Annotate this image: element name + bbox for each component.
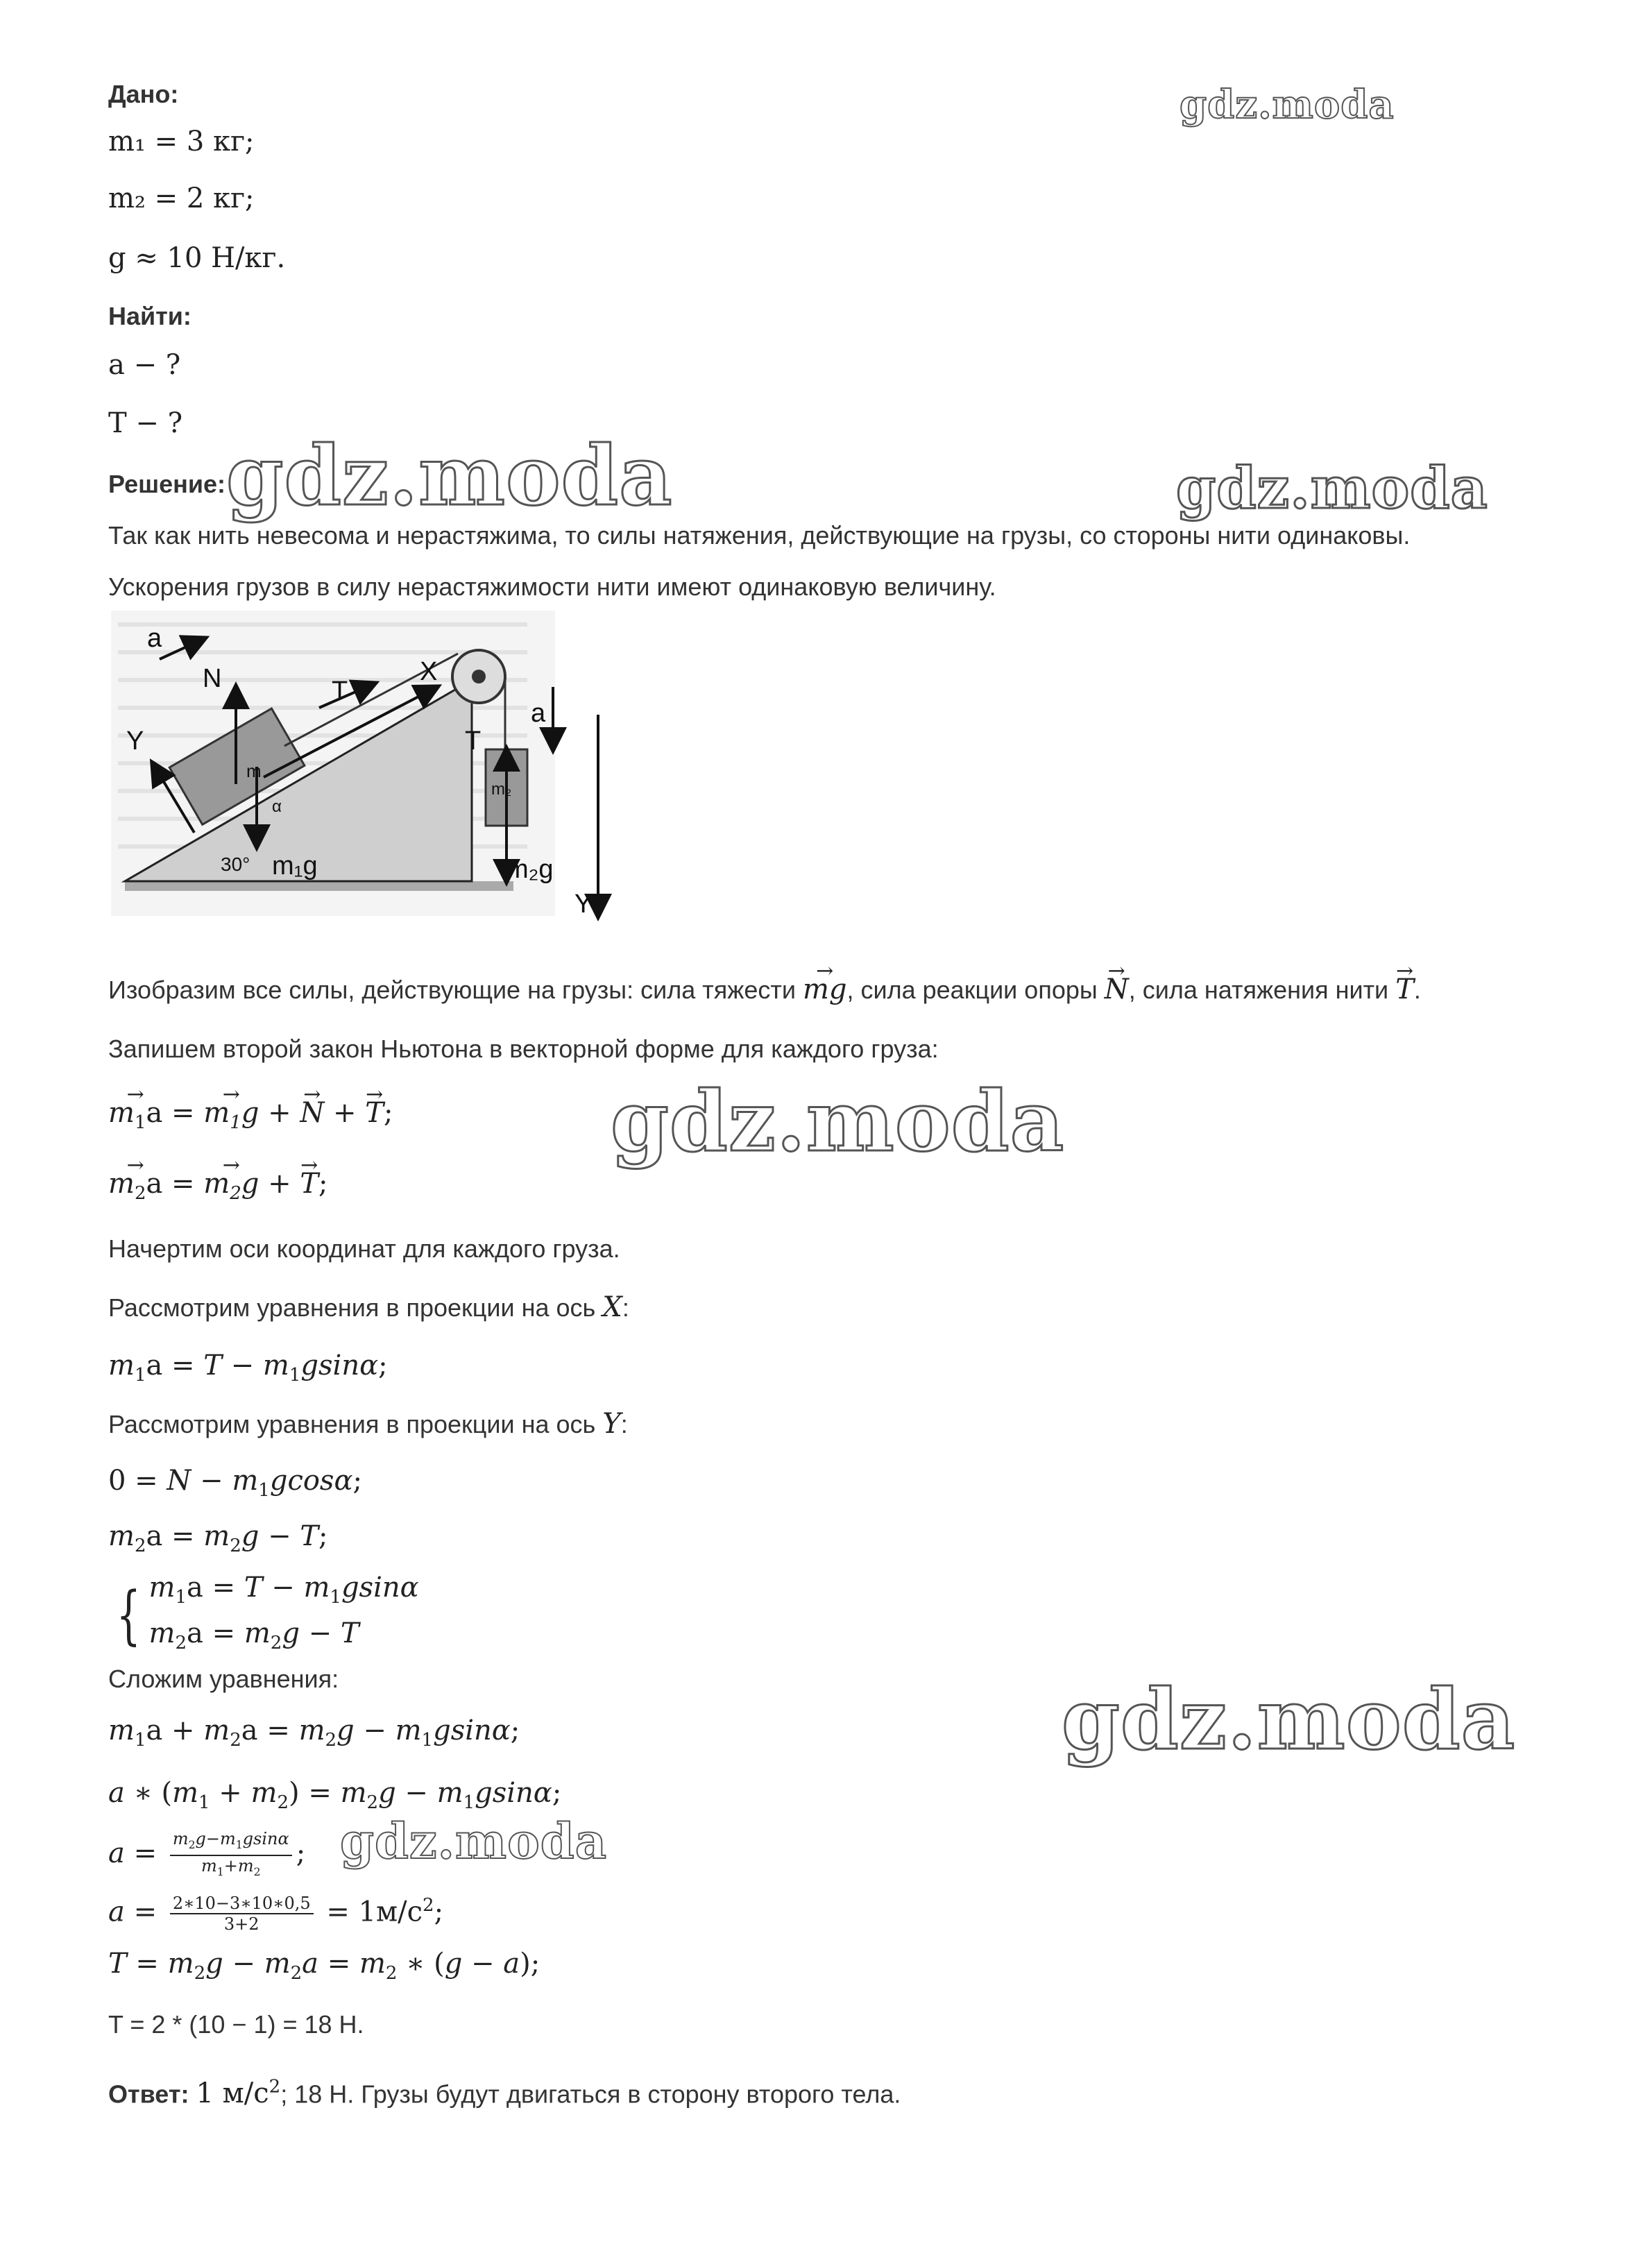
label-Y1: Y	[126, 726, 144, 756]
given-g: g ≈ 10 Н/кг.	[108, 242, 286, 274]
watermark: gdz.moda	[340, 1812, 608, 1870]
answer: Ответ: 1 $м/с^2$; 18 Н. Грузы будут двигаться в сторону второго тела.	[108, 2077, 901, 2110]
eq-system: { $m_1a = T - m_1gsin\alpha$ $m_2a = m_2g - T$	[116, 1572, 419, 1653]
label-alpha: α	[272, 797, 282, 816]
eq-sum: $m_1a + m_2a = m_2g - m_1gsin\alpha$;	[108, 1715, 520, 1751]
watermark: gdz.moda	[1180, 82, 1395, 128]
proj-x-text: Рассмотрим уравнения в проекции на ось X:	[108, 1291, 629, 1323]
label-T1: T	[332, 677, 348, 706]
label-a1: a	[147, 624, 162, 653]
label-X: X	[420, 657, 438, 686]
newton-intro: Запишем второй закон Ньютона в векторной форме для каждого груза:	[108, 1035, 939, 1063]
proj-y-text: Рассмотрим уравнения в проекции на ось Y:	[108, 1408, 628, 1440]
find-T: T − ?	[108, 407, 183, 439]
label-m2g: m₂g	[506, 855, 554, 884]
given-m1: m₁ = 3 кг;	[108, 126, 255, 158]
label-m1: m	[246, 760, 262, 781]
label-m2: m₂	[491, 780, 512, 799]
eq-t-formula: $T = m_2g - m_2a = m_2$ ∗ (g − a);	[108, 1948, 540, 1984]
watermark: gdz.moda	[1176, 455, 1488, 522]
add-text: Сложим уравнения:	[108, 1665, 339, 1693]
eq-proj-y-2: $m_2a = m_2g - T$;	[108, 1520, 328, 1556]
watermark: gdz.moda	[611, 1073, 1065, 1171]
label-T2: T	[465, 726, 482, 756]
label-Y2: Y	[574, 890, 593, 919]
eq-t-final: T = 2 * (10 − 1) = 18 Н.	[108, 2010, 364, 2039]
given-m2: m₂ = 2 кг;	[108, 182, 255, 214]
eq-a-formula: a = $\frac{m_2g-m_1gsin\alpha}{m_1+m_2}$ ;	[108, 1829, 306, 1878]
label-a2: a	[531, 699, 546, 728]
label-N: N	[203, 664, 222, 693]
watermark: gdz.moda	[1062, 1671, 1516, 1769]
solution-heading: Решение:	[108, 470, 226, 498]
eq-newton-2: → $m_2a$ = → $m_2g$ + → T;	[108, 1167, 328, 1210]
eq-newton-1: → $m_1a$ = → $m_1g$ + → N + → T;	[108, 1096, 393, 1139]
axes-text: Начертим оси координат для каждого груза.	[108, 1234, 620, 1263]
label-m1g: m₁g	[272, 851, 318, 881]
solution-paragraph-1: Так как нить невесома и нерастяжима, то силы натяжения, действующие на грузы, со стороны нити одинаковы.	[108, 521, 1411, 550]
watermark: gdz.moda	[226, 427, 673, 524]
eq-proj-y-1: $0 = N - m_1gcos\alpha$;	[108, 1465, 362, 1501]
given-heading: Дано:	[108, 80, 179, 108]
eq-proj-x: $m_1a = T - m_1gsin\alpha$;	[108, 1350, 388, 1386]
eq-a-value: a = $\frac{2∗10-3∗10∗0,5}{3+2}$ = $1м/с^2$;	[108, 1894, 444, 1935]
find-heading: Найти:	[108, 302, 191, 330]
eq-factor: a ∗ $(m_1 + m_2) = m_2g - m_1gsin\alpha$;	[108, 1777, 562, 1813]
forces-description: Изобразим все силы, действующие на грузы: сила тяжести → mg, сила реакции опоры → N, сила натяжения нити → T.	[108, 973, 1421, 1007]
solution-paragraph-2: Ускорения грузов в силу нерастяжимости нити имеют одинаковую величину.	[108, 572, 996, 601]
ground	[125, 881, 513, 891]
incline-pulley-diagram	[111, 611, 645, 930]
label-angle: 30°	[221, 853, 250, 875]
find-a: a − ?	[108, 349, 181, 381]
